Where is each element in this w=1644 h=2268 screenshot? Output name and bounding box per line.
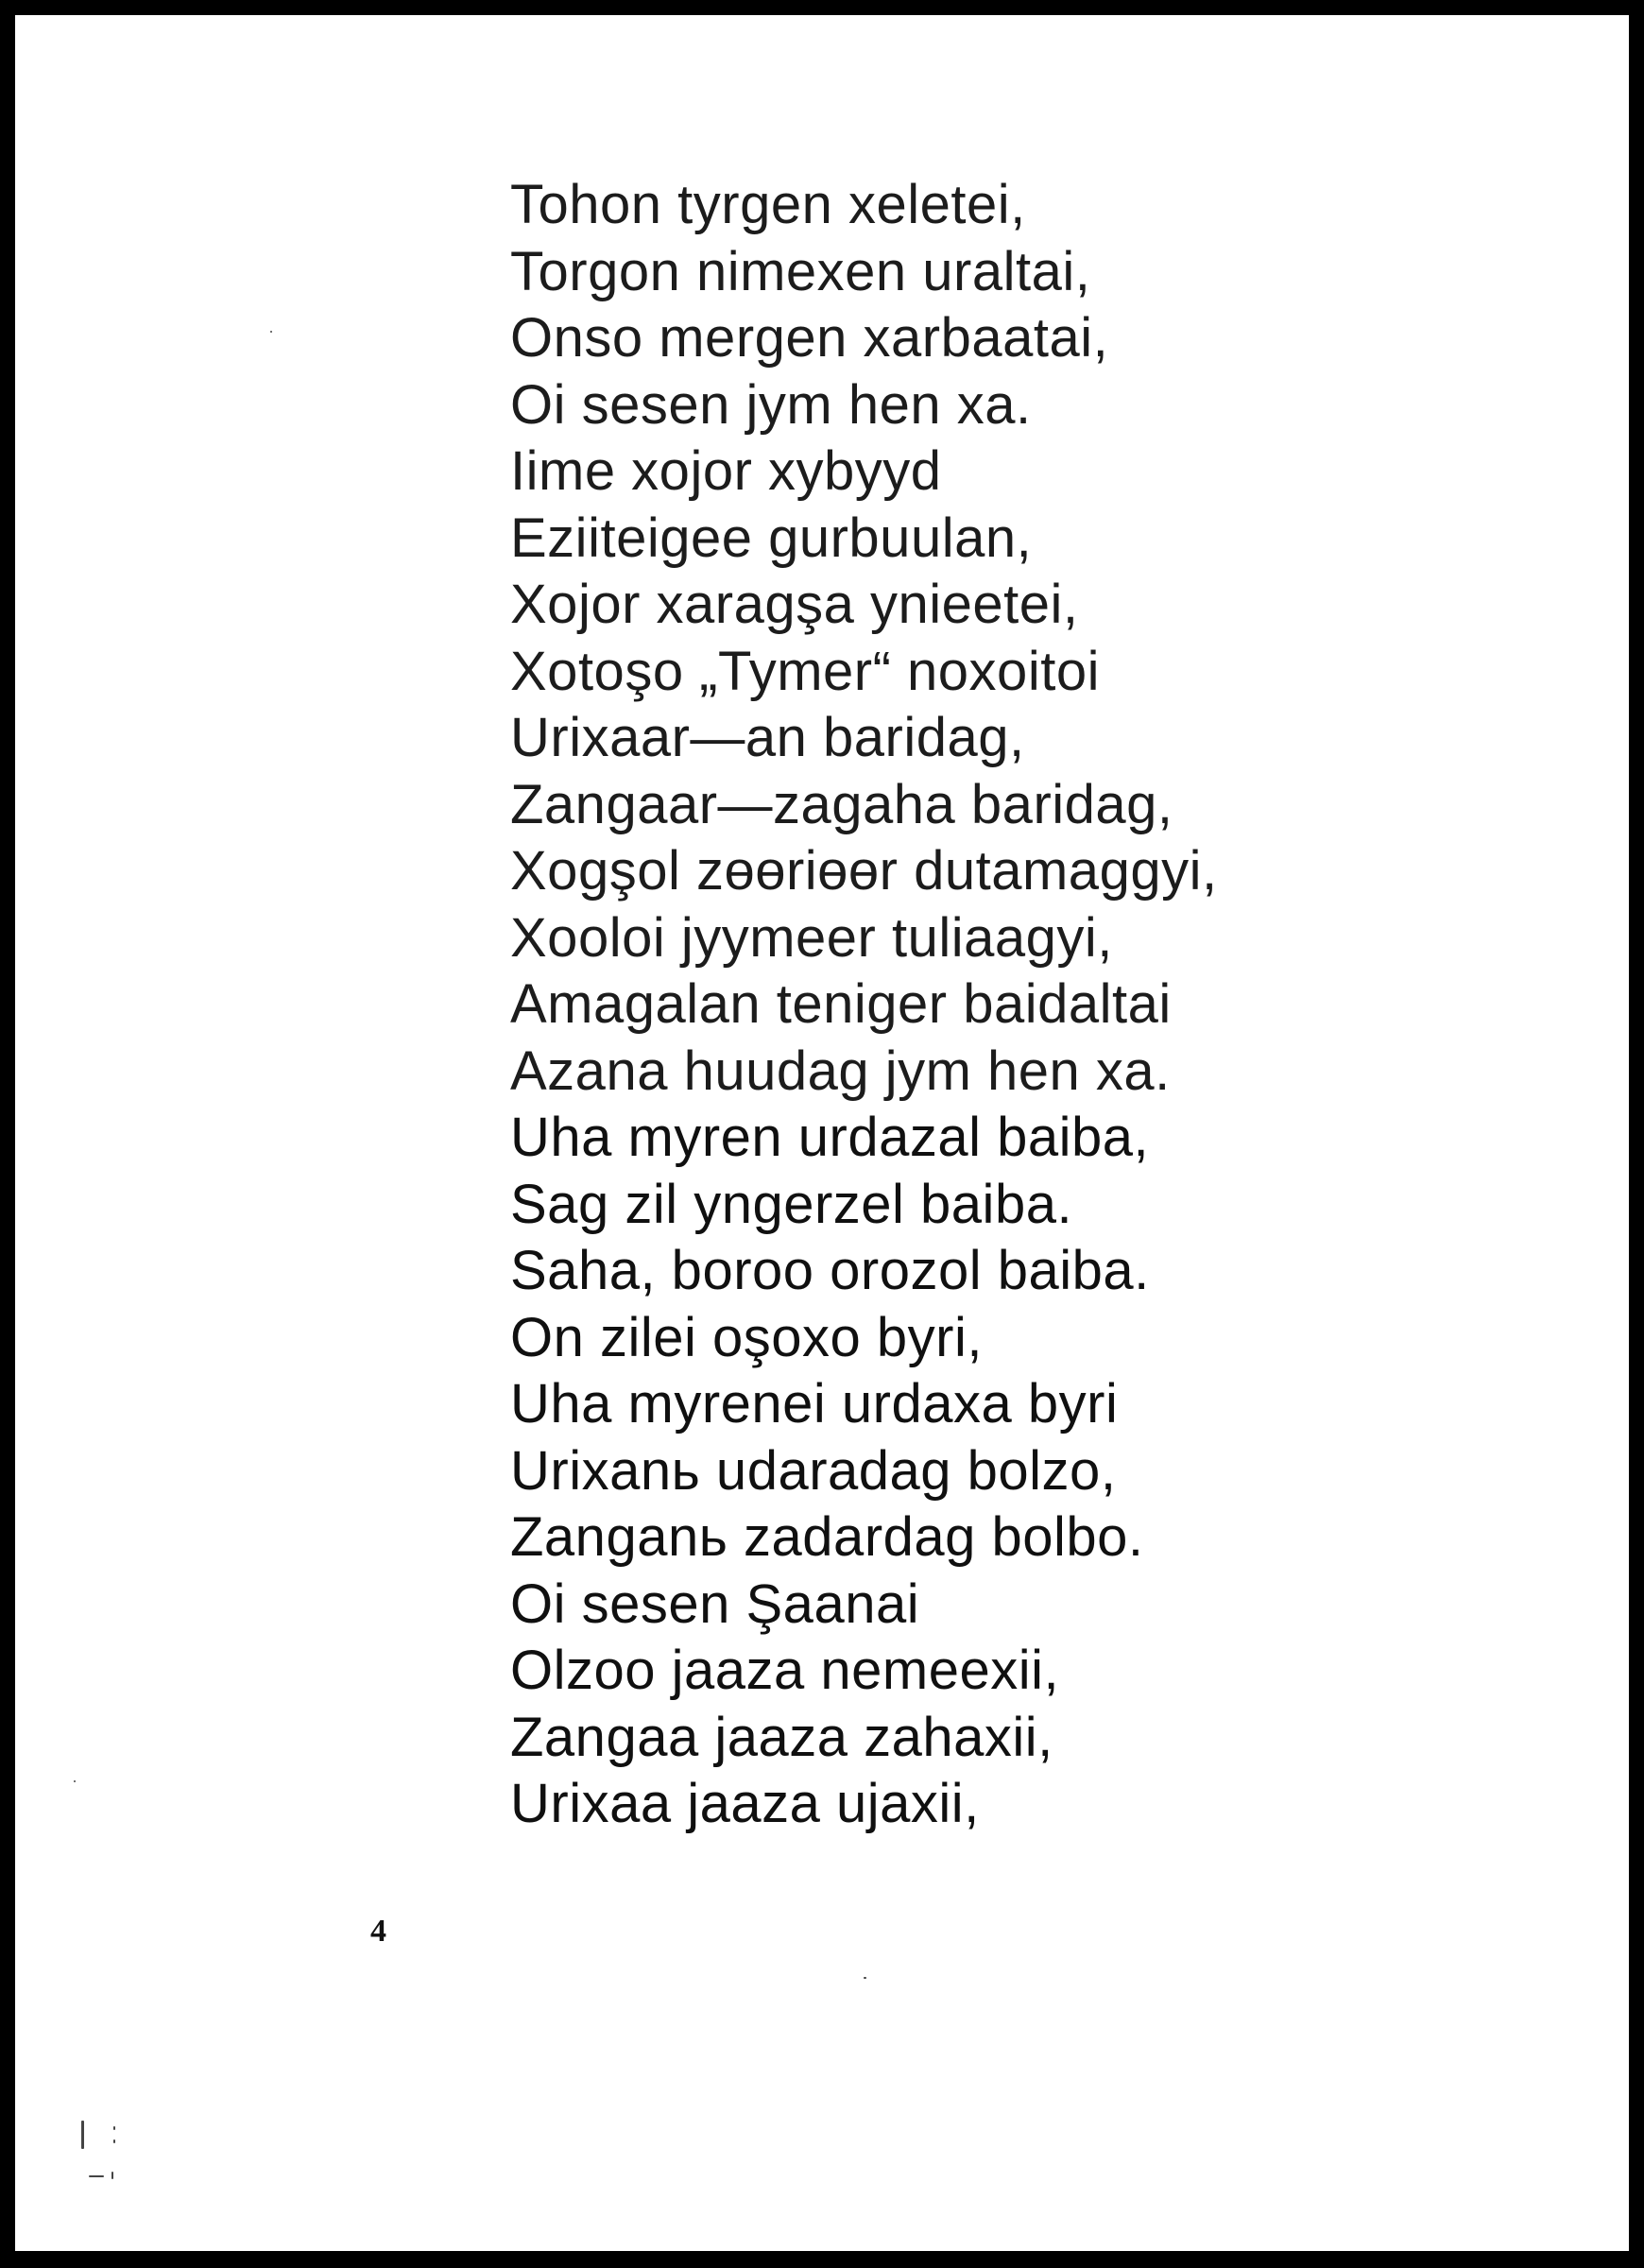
poem-line: Olzoo jaaza nemeexii, (510, 1640, 1060, 1701)
poem-line: Zanganь zadardag bolbo. (510, 1506, 1144, 1568)
poem-line: On zilei oşoxo byri, (510, 1306, 983, 1368)
poem-line: Xogşol zөөriөөr dutamaggyi, (510, 840, 1218, 902)
poem-line: Onso mergen xarbaatai, (510, 307, 1109, 369)
poem-line: Tohon tyrgen xeletei, (510, 174, 1026, 235)
poem-line: Zangaa jaaza zahaxii, (510, 1706, 1053, 1768)
scan-speck (74, 1780, 76, 1782)
scan-speck (89, 2175, 104, 2177)
poem-line: Iime xojor xybyyd (510, 440, 942, 502)
poem-line: Xotoşo „Tymer“ noxoitoi (510, 640, 1100, 702)
scan-speck (864, 1977, 866, 1979)
scan-speck (113, 2139, 115, 2143)
poem-line: Zangaar—zagaha baridag, (510, 773, 1173, 835)
book-page (15, 15, 1629, 2251)
poem-line: Xooloi jyymeer tuliaagyi, (510, 906, 1113, 969)
poem-line: Torgon nimexen uraltai, (510, 240, 1091, 302)
poem-text (510, 172, 1218, 1838)
scan-speck (81, 2121, 84, 2149)
poem-line: Urixaar—an baridag, (510, 707, 1025, 768)
poem-line: Amagalan teniger baidaltai (510, 973, 1172, 1035)
poem-line: Saha, boroo orozol baiba. (510, 1240, 1150, 1301)
scan-speck (270, 331, 272, 333)
poem-line: Azana huudag jym hen xa. (510, 1040, 1171, 1102)
poem-line: Uha myren urdazal baiba, (510, 1107, 1150, 1168)
poem-line: Xojor xaragşa ynieetei, (510, 574, 1079, 635)
page-number: 4 (370, 1914, 386, 1949)
poem-line: Eziiteigee gurbuulan, (510, 507, 1033, 569)
poem-line: Sag zil yngerzel baiba. (510, 1173, 1073, 1235)
scan-speck (113, 2126, 115, 2130)
poem-line: Oi sesen Şaanai (510, 1572, 920, 1635)
poem-line: Uha myrenei urdaxa byri (510, 1373, 1119, 1435)
poem-line: Oi sesen jym hen xa. (510, 373, 1032, 436)
scan-speck (111, 2172, 113, 2179)
poem-line: Urixaa jaaza ujaxii, (510, 1773, 980, 1834)
poem-line: Urixanь udaradag bolzo, (510, 1439, 1117, 1502)
